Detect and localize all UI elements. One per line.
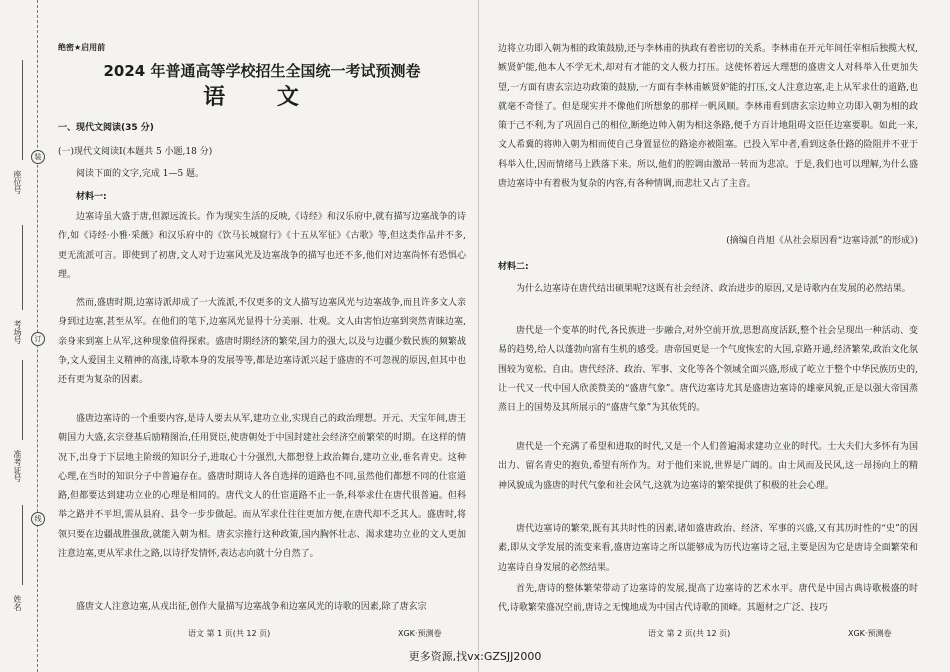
subject-title: 语 文 [203,84,321,110]
page-1-series: XGK·预测卷 [398,629,442,638]
paragraph-continued: 边将立功即入朝为相的政策鼓励,还与李林甫的执政有着密切的关系。李林甫在开元年间任宰相后独揽大权,嫉贤妒能,他本人不学无术,却对有才能的文人极力打压。这使怀着远大理想的盛唐文人对科举入仕更加失望,一方面有唐玄宗边功政策的鼓励,一方面有李林甫嫉贤妒能的打压,文人注意边塞,走上从军求仕的道路,也就毫不奇怪了。但是现实并不像他们所想象的那样一帆风顺。李林甫看到唐玄宗边帅立功即入朝为相的政策于己不利,为了巩固自己的相位,断绝边帅入朝为相这条路,便千方百计地阻碍文臣任边塞要职。如此一来,文人希冀的将帅入朝为相而使自己身置显位的路途亦被阻塞。已投入军中者,看到这条仕路的险阻并不亚于科举入仕,因而情绪马上跌落下来。所以,他们的腔调由激昂一转而为悲凉。于是,我们也可以理解,为什么盛唐边塞诗中有着极为复杂的内容,有各种情调,而悲壮又占了主音。 [498,44,918,190]
seat-number-label: 座位号 [13,170,22,194]
paragraph-6: 唐代是一个变革的时代,各民族进一步融合,对外空前开放,思想高度活跃,整个社会呈现出一种活动、变易的趋势,给人以蓬勃向富有生机的感受。唐帝国更是一个气度恢宏的大国,京路开通,经济繁荣,政治文化氛围较为宽松、自由。唐代经济、政治、军事、文化等各个领域全面兴盛,形成了屹立于整个中华民族历史的,让一代又一代中国人欣羡赞美的“盛唐气象”。唐代边塞诗尤其是盛唐边塞诗的雄豪风貌,正是以强大帝国蒸蒸日上的国势及其所展示的“盛唐气象”为其依凭的。 [498,326,918,414]
subsection-heading: (一)现代文阅读Ⅰ(本题共 5 小题,18 分) [58,147,213,157]
binding-mark-xian: 线 [31,512,45,526]
paragraph-4: 盛唐文人注意边塞,从戎出征,创作大量描写边塞战争和边塞风光的诗歌的因素,除了唐玄宗 [76,602,427,612]
seat-number-blank [22,60,23,160]
paragraph-3: 盛唐边塞诗的一个重要内容,是诗人要去从军,建功立业,实现自己的政治理想。开元、天宝年间,唐王朝国力大盛,玄宗登基后励精图治,任用贤臣,使唐朝处于中国封建社会经济空前繁荣的时期。在这样的情况下,出身于下层地主阶级的知识分子,进取心十分强烈,大都想登上政治舞台,建功立业,垂名青史。这种心理,在当时的知识分子中普遍存在。盛唐时期诗人各自选择的道路也不同,虽然他们都想不同的仕宦道路,但都要达到建功立业的心理是相同的。唐代文人的仕宦道路不止一条,科举求仕在唐代很普遍。但科举之路并不平坦,需从县府、县令一步步做起。而从军求仕往往更加方便,在唐代却不乏其人。盛唐时,将领只要在边疆战胜强敌,就能入朝为相。唐玄宗推行这种政策,国内胸怀壮志、渴求建功立业的文人更加注意边塞,更从军求仕之路,以诗抒发情怀,表达志向就十分自然了。 [58,414,466,560]
page-2-series: XGK·预测卷 [848,629,892,638]
ticket-number-blank [22,360,23,440]
name-label: 姓名 [13,595,22,611]
resource-note: 更多资源,找vx:GZSJJ2000 [408,650,542,663]
exam-room-blank [22,225,23,310]
section-heading: 一、现代文阅读(35 分) [58,123,154,133]
name-blank [22,505,23,585]
paragraph-8: 唐代边塞诗的繁荣,既有其共时性的因素,诸如盛唐政治、经济、军事的兴盛,又有其历时性的“史”的因素,即从文学发展的流变来看,盛唐边塞诗之所以能够成为历代边塞诗之冠,主要是因为它是唐诗全面繁荣和边塞诗自身发展的必然结果。 [498,524,918,573]
binding-gutter [0,0,50,672]
binding-mark-zhuang: 装 [31,150,45,164]
paragraph-7: 唐代是一个充满了希望和进取的时代,又是一个人们普遍渴求建功立业的时代。士大夫们大多怀有为国出力、留名青史的抱负,希望有所作为。对于他们来说,世界是广阔的。由士风而及民风,这一昂扬向上的精神风貌成为盛唐的时代气象和社会风气,这就为边塞诗的繁荣提供了积极的社会心理。 [498,442,918,491]
paragraph-5: 为什么边塞诗在唐代结出硕果呢?这既有社会经济、政治进步的原因,又是诗歌内在发展的必然结果。 [516,284,911,294]
binding-mark-ding: 订 [31,332,45,346]
page-1-number: 语文 第 1 页(共 12 页) [188,629,271,638]
exam-title: 2024 年普通高等学校招生全国统一考试预测卷 [103,62,421,80]
paragraph-1: 边塞诗虽大盛于唐,但源远流长。作为现实生活的反映,《诗经》和汉乐府中,就有描写边塞战争的诗作,如《诗经·小雅·采薇》和汉乐府中的《饮马长城窟行》《十五从军征》《古歌》等,但这类作品并不多,更无流派可言。即使到了初唐,文人对于边塞风光及边塞战争的描写也还不多,他们对边塞尚怀有恐惧心理。 [58,212,466,280]
instruction-text: 阅读下面的文字,完成 1—5 题。 [76,169,205,179]
material-one-label: 材料一: [76,192,107,202]
confidential-mark: 绝密★启用前 [58,43,106,52]
ticket-number-label: 准考证号 [13,450,22,482]
source-citation: (摘编自肖旭《从社会原因看“边塞诗派”的形成》) [726,236,918,246]
page-2-number: 语文 第 2 页(共 12 页) [648,629,731,638]
paragraph-2: 然而,盛唐时期,边塞诗派却成了一大流派,不仅更多的文人描写边塞风光与边塞战争,而且许多文人亲身到过边塞,甚至从军。在他们的笔下,边塞风光显得十分美丽、壮观。文人由害怕边塞到突然青睐边塞,亲身来到塞上从军,这种现象值得探索。盛唐时期经济的繁荣,国力的强大,以及与边疆少数民族的频繁战争,文人爱国主义精神的高涨,诗歌本身的发展等等,都是边塞诗派兴起于盛唐的不可忽视的原因,但其中也还有更为复杂的因素。 [58,298,466,386]
exam-room-label: 考场号 [13,320,22,344]
exam-page-1 [58,0,466,672]
paragraph-9: 首先,唐诗的整体繁荣带动了边塞诗的发展,提高了边塞诗的艺术水平。唐代是中国古典诗歌极盛的时代,诗歌繁荣盛况空前,唐诗之无愧地成为中国古代诗歌的顶峰。其题材之广泛、技巧 [498,584,918,614]
page-divider [478,0,479,672]
material-two-label: 材料二: [498,262,529,272]
exam-page-2 [498,0,918,672]
